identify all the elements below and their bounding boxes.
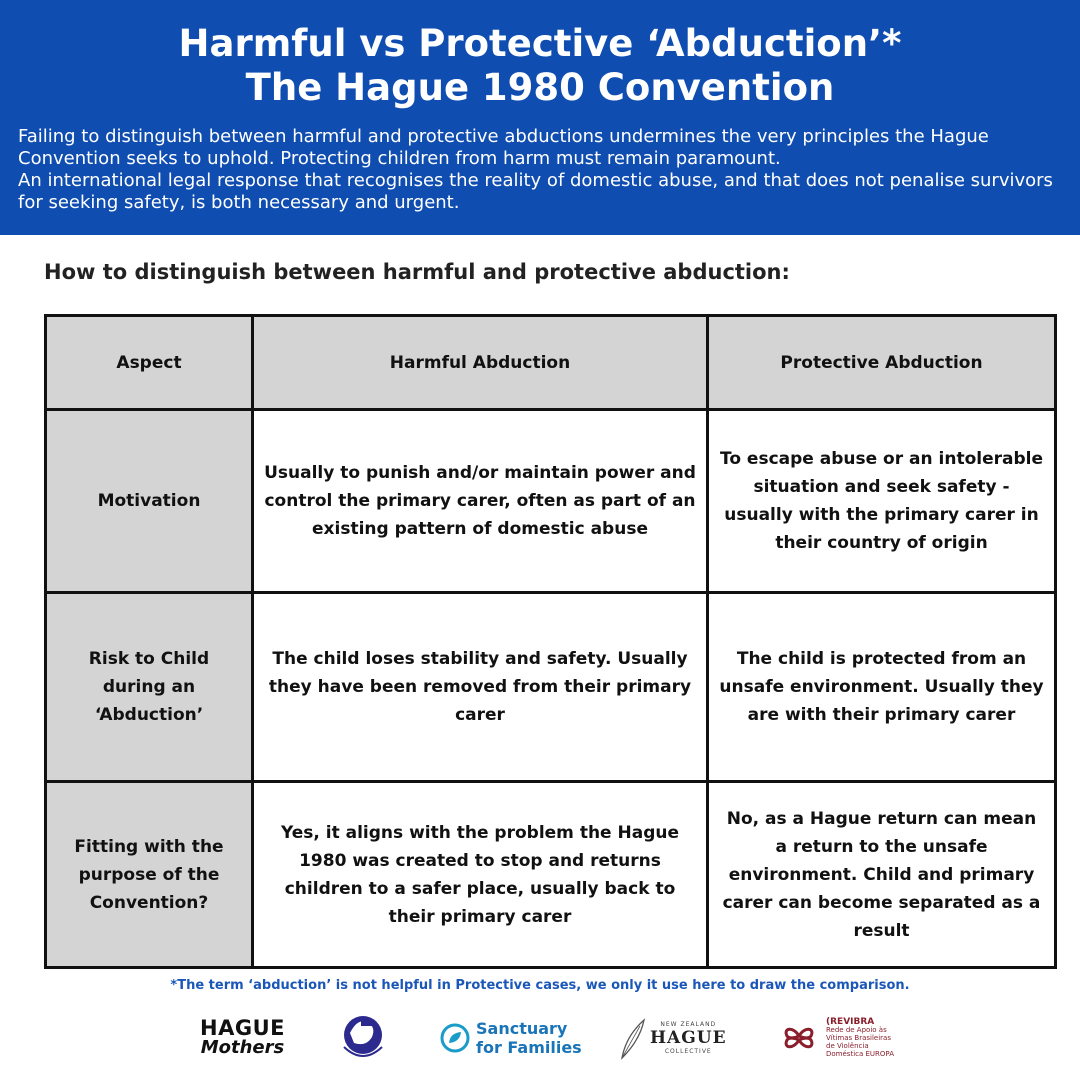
- section-heading: How to distinguish between harmful and protective abduction:: [44, 260, 790, 284]
- sanctuary-line-1: Sanctuary: [476, 1018, 568, 1038]
- nz-hague-text: HAGUE: [650, 1027, 727, 1048]
- hague-mothers-line-1: HAGUE: [200, 1015, 285, 1040]
- leaf-icon: [440, 1023, 470, 1053]
- footnote: *The term ‘abduction’ is not helpful in Protective cases, we only it use here to draw the comparison.: [170, 978, 910, 993]
- nz-hague-collective-logo: [618, 1005, 727, 1070]
- intro-paragraph-2: An international legal response that recognises the reality of domestic abuse, and that does not penalise survivors for seeking safety, is both necessary and urgent.: [18, 170, 1053, 213]
- feather-icon: [618, 1016, 648, 1060]
- title-line-1: Harmful vs Protective ‘Abduction’*: [178, 22, 902, 65]
- table-row: [46, 410, 1056, 593]
- hague-mothers-logo: [200, 1005, 285, 1070]
- row-protective: To escape abuse or an intolerable situation and seek safety - usually with the primary carer in their country of origin: [708, 410, 1056, 593]
- table-row: [46, 782, 1056, 968]
- revibra-name: (REVIBRA: [826, 1016, 875, 1027]
- header-aspect: Aspect: [46, 316, 253, 410]
- row-aspect: Motivation: [46, 410, 253, 593]
- table-row: [46, 593, 1056, 782]
- row-harmful: The child loses stability and safety. Usually they have been removed from their primary carer: [253, 593, 708, 782]
- comparison-table: [44, 314, 1057, 969]
- row-protective: The child is protected from an unsafe environment. Usually they are with their primary carer: [708, 593, 1056, 782]
- hague-mothers-line-2: Mothers: [200, 1036, 285, 1058]
- nz-hague-small-text: NEW ZEALAND: [660, 1020, 717, 1028]
- globalarrk-logo: [338, 1005, 388, 1070]
- partner-logos: [0, 1005, 1080, 1070]
- sanctuary-for-families-logo: [440, 1005, 582, 1070]
- sanctuary-line-2: for Families: [476, 1037, 582, 1057]
- intro-paragraph-1: Failing to distinguish between harmful and protective abductions undermines the very principles the Hague Convention seeks to uphold. Protecting children from harm must remain paramount.: [18, 126, 989, 169]
- row-harmful: Yes, it aligns with the problem the Hague 1980 was created to stop and returns children to a safer place, usually back to their primary carer: [253, 782, 708, 968]
- row-protective: No, as a Hague return can mean a return to the unsafe environment. Child and primary carer can become separated as a result: [708, 782, 1056, 968]
- revibra-logo: [776, 1005, 896, 1070]
- title-line-2: The Hague 1980 Convention: [245, 66, 835, 109]
- intro-text: [18, 126, 1068, 214]
- revibra-heart-icon: [776, 1015, 822, 1061]
- row-aspect: Fitting with the purpose of the Convention?: [46, 782, 253, 968]
- globalarrk-icon: [338, 1007, 388, 1069]
- page-title: [0, 22, 1080, 110]
- header-harmful: Harmful Abduction: [253, 316, 708, 410]
- header-protective: Protective Abduction: [708, 316, 1056, 410]
- header-banner: [0, 0, 1080, 235]
- nz-hague-sub-text: COLLECTIVE: [664, 1047, 712, 1055]
- row-harmful: Usually to punish and/or maintain power and control the primary carer, often as part of an existing pattern of domestic abuse: [253, 410, 708, 593]
- revibra-desc: Rede de Apoio às Vítimas Brasileiras de Violência Doméstica EUROPA: [826, 1025, 894, 1058]
- table-header-row: [46, 316, 1056, 410]
- row-aspect: Risk to Child during an ‘Abduction’: [46, 593, 253, 782]
